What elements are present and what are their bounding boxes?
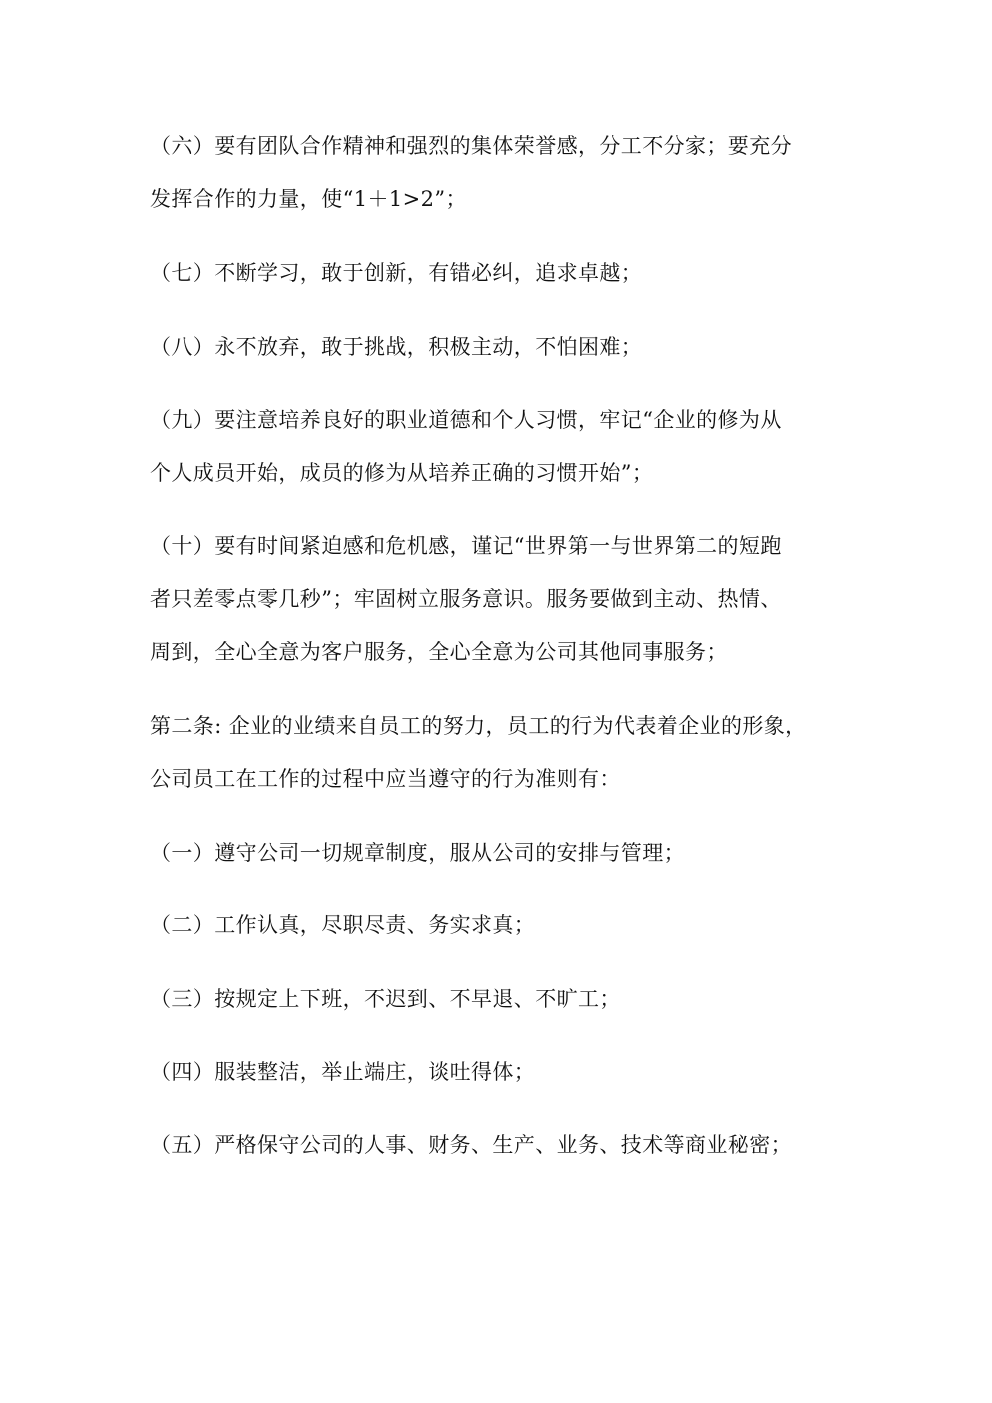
paragraph-line: （四）服装整洁，举止端庄，谈吐得体； [150,1060,536,1084]
paragraph-article-2 [150,700,850,806]
paragraph-line: （六）要有团队合作精神和强烈的集体荣誉感，分工不分家；要充分 [150,134,792,158]
paragraph-rule-1 [150,827,850,880]
paragraph-item-10 [150,520,850,679]
paragraph-item-7 [150,247,850,300]
paragraph-line: 发挥合作的力量，使“1＋1>2”； [150,187,467,211]
paragraph-rule-5 [150,1119,850,1172]
paragraph-line: （十）要有时间紧迫感和危机感，谨记“世界第一与世界第二的短跑 [150,534,782,558]
paragraph-line: 个人成员开始，成员的修为从培养正确的习惯开始”； [150,461,654,485]
paragraph-line: （五）严格保守公司的人事、财务、生产、业务、技术等商业秘密； [150,1133,792,1157]
paragraph-line: （一）遵守公司一切规章制度，服从公司的安排与管理； [150,841,685,865]
paragraph-line: 周到，全心全意为客户服务，全心全意为公司其他同事服务； [150,640,728,664]
paragraph-rule-4 [150,1046,850,1099]
paragraph-line: （二）工作认真，尽职尽责、务实求真； [150,913,536,937]
paragraph-item-6 [150,120,850,226]
paragraph-line: （七）不断学习，敢于创新，有错必纠，追求卓越； [150,261,643,285]
paragraph-line: 者只差零点零几秒”；牢固树立服务意识。服务要做到主动、热情、 [150,587,782,611]
paragraph-rule-3 [150,973,850,1026]
paragraph-line: 第二条: 企业的业绩来自员工的努力，员工的行为代表着企业的形象， [150,714,807,738]
paragraph-item-8 [150,321,850,374]
paragraph-line: 公司员工在工作的过程中应当遵守的行为准则有： [150,767,621,791]
paragraph-line: （八）永不放弃，敢于挑战，积极主动，不怕困难； [150,335,643,359]
paragraph-item-9 [150,394,850,500]
paragraph-line: （九）要注意培养良好的职业道德和个人习惯，牢记“企业的修为从 [150,408,782,432]
paragraph-rule-2 [150,899,850,952]
paragraph-line: （三）按规定上下班，不迟到、不早退、不旷工； [150,987,621,1011]
